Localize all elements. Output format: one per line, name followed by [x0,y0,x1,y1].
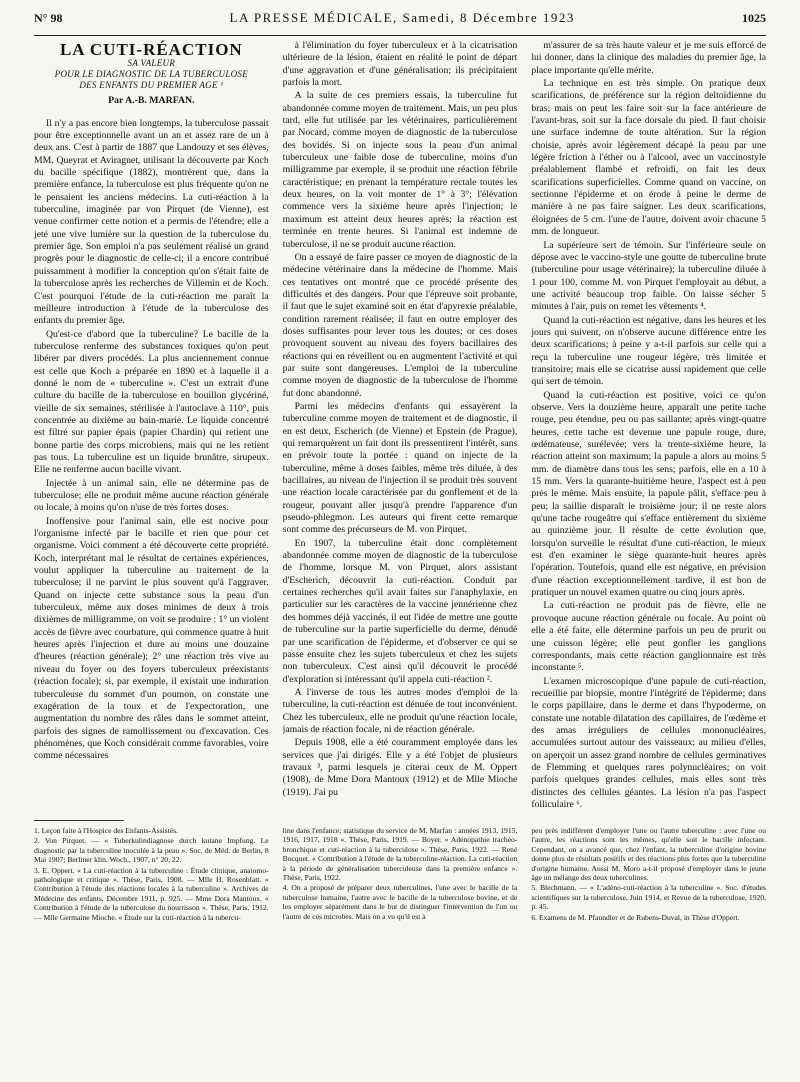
paragraph: L'examen microscopique d'une papule de cuti-réaction, recueillie par biopsie, montre l'intégrité de l'épiderme; dans le corps papillaire, dans le derme et dans l'hypoderme, on constate une notable dilatation des capillaires, de l'œdème et des amas irréguliers de cellules mononucléaires, accumulées surtout autour des vaisseaux; au milieu d'elles, on aperçoit un assez grand nombre de cellules germinatives de Flemming et quelques rares polynucléaires; on voit parfois quelques grandes cellules, mais elles sont très distinctes des cellules géantes. La lésion n'a pas l'aspect folliculaire ⁶. [531,675,767,810]
paragraph: m'assurer de sa très haute valeur et je me suis efforcé de lui donner, dans la clinique des maladies du premier âge, la place importante qu'elle mérite. [531,40,767,76]
paragraph: Depuis 1908, elle a été couramment employée dans les services que j'ai dirigés. Elle y a été l'objet de plusieurs travaux ³, parmi lesquels je citerai ceux de M. Oppert (1908), de Mme Dora Mantoux (1912) et de Mlle Mioche (1919). J'ai pu [282,737,518,798]
page-header [34,10,766,36]
footnote: 3. E. Oppert. « La cuti-réaction à la tuberculine : Étude clinique, anatomo-pathologique et critique ». Thèse, Paris, 1908. — Mlle H. Rosenblatt. « Contribution à l'étude des réactions locales à la tuberculine ». Archives de Médecine des enfants, Décembre 1911, p. 925. — Mme Dora Mantoux. « Contribution à l'étude de la tuberculose du nourrisson ». Thèse, Paris, 1912. — Mlle Germaine Mioche. « Étude sur la cuti-réaction à la tubercu- [34,865,269,922]
paragraph: A l'inverse de tous les autres modes d'emploi de la tuberculine, la cuti-réaction est dénuée de tout inconvénient. Chez les tuberculeux, elle ne produit qu'une réaction locale, jamais de réaction focale, ni de réaction générale. [282,686,518,735]
paragraph: Injectée à un animal sain, elle ne détermine pas de tuberculose; elle ne produit même aucune réaction générale ou locale, à moins qu'on n'use de très fortes doses. [34,477,269,514]
article-heading [34,40,269,108]
paragraph: La technique en est très simple. On pratique deux scarifications, de préférence sur la région deltoïdienne du bras; mais on peut les faire soit sur la face antérieure de l'avant-bras, soit sur la face dorsale du pied. Il faut choisir une surface indemne de toute altération. Sur la région choisie, après avoir légèrement décapé la peau par une légère friction à l'éther ou à l'alcool, avec un vaccinostyle préalablement flambé et refroidi, on fait les deux scarifications superficielles. Comme quand on vaccine, on sectionne l'épiderme et on érode à peine le derme de manière à ne pas faire saigner. Les deux scarifications, éloignées de 5 cm. l'une de l'autre, doivent avoir chacune 5 mm. de longueur. [531,78,767,238]
column-1 [34,40,269,810]
footnote: 4. On a proposé de préparer deux tuberculines, l'une avec le bacille de la tuberculose humaine, l'autre avec le bacille de la tuberculose bovine, et de les employer séparément dans le but de distinguer l'intervention de l'un ou l'autre de ces microbes. Mais on a vu qu'il est à [282,883,518,921]
footnote: peu près indifférent d'employer l'une ou l'autre tuberculine : avec l'une ou l'autre, les réactions sont les mêmes, qu'elle soit le bacille infectant. Cependant, on a avancé que, chez l'enfant, la tuberculine d'origine bovine donne plus de résultats positifs et des réactions plus fortes que la tuberculine d'origine humaine. Aussi M. Moro a-t-il proposé d'employer dans le jeune âge un mélange des deux tuberculines. [531,826,767,883]
paragraph: La supérieure sert de témoin. Sur l'inférieure seule on dépose avec le vaccino-style une goutte de tuberculine brute (tuberculine pour usage vétérinaire); la tuberculine diluée à 1 pour 100, comme M. von Pirquet l'employait au début, a une activité beaucoup trop faible. On laisse sécher 5 minutes à l'air, puis on remet les vêtements ⁴. [531,239,767,313]
footnote: 6. Examens de M. Pfaundler et de Rubens-Duval, in Thèse d'Oppert. [531,912,740,922]
footnote-rule [34,820,124,821]
paragraph: Qu'est-ce d'abord que la tuberculine? Le bacille de la tuberculose renferme des substances toxiques qu'on peut libérer par divers procédés. La plus anciennement connue est celle que Koch a préparée en 1890 et à laquelle il a donné le nom de « tuberculine ». C'est un extrait d'une culture du bacille de la tuberculose en bouillon glycériné, vieille de six semaines, stérilisée à l'autoclave à 110°, puis concentrée au dixième au bain-marie. Le liquide concentré est filtré sur papier épais (papier Chardin) qui retient une bonne partie des corps microbiens, mais qui ne les retient pas tous. La tuberculine est un liquide brunâtre, sirupeux. Elle ne renferme aucun bacille vivant. [34,328,269,476]
footnote-column-1 [34,826,269,1076]
article-body [34,40,766,810]
paragraph: La cuti-réaction ne produit pas de fièvre, elle ne provoque aucune réaction générale ou focale. Au point où elle a été faite, elle détermine parfois un peu de prurit ou une cuisson légère; elle peut gonfler les ganglions correspondants, mais cette réaction ganglionnaire est très inconstante ⁵. [531,600,767,674]
footnote-column-2 [283,826,518,1076]
journal-title: LA PRESSE MÉDICALE, Samedi, 8 Décembre 1923 [229,10,575,25]
page-number: 1025 [741,11,766,25]
footnote-column-3 [531,826,766,1076]
paragraph: Il n'y a pas encore bien longtemps, la tuberculose passait pour être exceptionnelle avant un an et assez rare de un à deux ans. C'est à partir de 1887 que Landouzy et ses élèves, MM. Queyrat et Aviragnet, utilisant la découverte par Koch du bacille spécifique (1882), montrèrent que, dans la première enfance, la tuberculose est plus fréquente qu'on ne le pensaient les anciens médecins. La cuti-réaction à la tuberculine, imaginée par von Pirquet (de Vienne), est venue confirmer cette notion et a permis de l'étendre; elle a jeté une vive lumière sur la question de la tuberculose du premier âge. Son emploi n'a pas seulement réalisé un grand progrès pour le diagnostic de celle-ci; il a encore contribué puissamment à modifier la conception qu'on s'était faite de la tuberculose après les recherches de Villemin et de Koch. C'est pourquoi l'étude de la cuti-réaction me paraît la meilleure introduction à l'étude de la tuberculose des enfants du premier âge. [34,117,269,327]
paragraph: Inoffensive pour l'animal sain, elle est nocive pour l'organisme infecté par le bacille et rien que pour cet organisme. Voici comment a été découverte cette propriété. Koch, interprétant mal le résultat de certaines expériences, voulut appliquer la tuberculine au traitement de la tuberculose; il ne parvint le plus souvent qu'à l'aggraver. Quand on injecte cette substance sous la peau d'un tuberculeux, même aux doses minimes de deux à trois dixièmes de milligramme, on voit se produire : 1° un violent accès de fièvre avec courbature, qui commence quatre à huit heures après l'injection et dure au moins une douzaine d'heures (réaction générale); 2° une réaction très vive au niveau du foyer ou des foyers tuberculeux préexistants (réaction focale); si, par exemple, il existait une induration tuberculeuse du sommet d'un poumon, on constate une exagération de la toux et de l'expectoration, une augmentation du nombre des râles dans le sommet atteint, parfois des signes de ramollissement ou d'excavation. Ces phénomènes, que Koch considérait comme favorables, voire comme nécessaires [34,515,269,762]
issue-number: N° 98 [34,11,63,25]
paragraph: à l'élimination du foyer tuberculeux et à la cicatrisation ultérieure de la lésion, étaient en réalité le point de départ d'une aggravation et d'une généralisation; ils précipitaient parfois la mort. [282,40,518,89]
article-title: LA CUTI-RÉACTION [59,40,243,59]
article-subtitle-3: DES ENFANTS DU PREMIER AGE ¹ [79,80,224,91]
paragraph: Parmi les médecins d'enfants qui essayèrent la tuberculine comme moyen de traitement et de diagnostic, il en est deux, Escherich (de Vienne) et Epstein (de Prague), qui remarquèrent un fait dont ils pressentirent l'intérêt, sans en prévoir toute la portée : quand on injecte de la tuberculine, même à doses faibles, même très diluée, à des bacillaires, au niveau de l'injection il se produit très souvent une réaction locale caractérisée par du gonflement et de la rougeur, pouvant aller jusqu'à prendre l'apparence d'un pseudo-phlegmon. Les auteurs qui firent cette remarque sont comme des précurseurs de M. von Pirquet. [282,400,518,536]
footnotes [34,826,766,1076]
article-subtitle-1: SA VALEUR [127,58,176,69]
article-author: Par A.-B. MARFAN. [108,95,195,107]
paragraph: On a essayé de faire passer ce moyen de diagnostic de la médecine vétérinaire dans la médecine de l'homme. Mais ces tentatives ont montré que ce procédé présente des difficultés et des dangers. Pour que l'épreuve soit probante, il faut que le sujet examiné soit en état d'apyrexie préalable, condition rarement réalisée; il faut en outre employer des doses suffisantes pour lever tous les doutes; or ces doses provoquent souvent au niveau des foyers bacillaires des réactions qui en réveillent ou en augmentent l'activité et qui par suite sont dangereuses. L'emploi de la tuberculine comme moyen de diagnostic de la tuberculose de l'homme fut donc abandonné. [282,251,518,399]
footnote: 1. Leçon faite à l'Hospice des Enfants-Assistés. [34,826,178,835]
column-2 [283,40,518,810]
footnote: line dans l'enfance; statistique du service de M. Marfan : années 1913, 1915, 1916, 1917, 1918 ». Thèse, Paris, 1919. — Boyer. « Adénopathie trachéo-bronchique et cuti-réaction à la tuberculose ». Thèse, Paris, 1922. — René Bocquet. « Contribution à l'étude de la tuberculine-réaction. La cuti-réaction à la période de généralisation tuberculeuse dans la première enfance ». Thèse, Paris, 1922. [282,826,518,883]
paragraph: Quand la cuti-réaction est positive, voici ce qu'on observe. Vers la douzième heure, apparaît une petite tache rouge, peu étendue, peu ou pas saillante; après vingt-quatre heures, cette tache est devenue une papule rouge, dure, œdémateuse, surélevée; vers la trente-sixième heure, la réaction atteint son maximum; la papule a alors au moins 5 mm. de diamètre dans tous les sens; parfois, elle en a 10 à 15 mm. Vers la quarante-huitième heure, l'aspect est à peu près le même. Mais ensuite, la papule pâlit, s'efface peu à peu; la saillie disparaît le troisième jour; il ne reste alors qu'une tache rougeâtre qui s'efface entièrement du sixième au quinzième jour. Il résulte de cette évolution que, lorsqu'on surveille le résultat d'une cuti-réaction, le mieux est d'en examiner le siège quarante-huit heures après l'opération. Toutefois, quand elle est négative, en prévision d'une réaction exceptionnellement tardive, il est bon de pratiquer un nouvel examen quatre ou cinq jours après. [531,389,767,599]
footnote: 2. Von Pirquet. — « Tuberkulindiagnose durch kutane Impfung. Le diagnostic par la tuberculine inoculée à la peau ». Soc. de Méd. de Berlin, 8 Mai 1907; Berliner klin. Woch., 1907, n° 20, 22. [34,836,269,865]
paragraph: En 1907, la tuberculine était donc complètement abandonnée comme moyen de diagnostic de la tuberculose de l'homme, lorsque M. von Pirquet, alors assistant d'Escherich, découvrit la cuti-réaction. Conduit par certaines recherches qu'il avait faites sur l'anaphylaxie, en particulier sur les caractères de la vaccine jennérienne chez des hommes déjà vaccinés, il eut l'idée de mettre une goutte de tuberculine sur la partie superficielle du derme, dénudé par une scarification de l'épiderme, et d'observer ce qui se passe ensuite chez les sujets tuberculeux et chez les sujets non tuberculeux. C'est ainsi qu'il découvrit le procédé d'exploration si intéressant qu'il appela cuti-réaction ². [282,537,518,685]
article-subtitle-2: POUR LE DIAGNOSTIC DE LA TUBERCULOSE [54,69,249,80]
footnote: 5. Blechmann. — « L'adéno-cuti-réaction à la tuberculine ». Soc. d'études scientifiques sur la tuberculose, Juin 1914, et Revue de la tuberculose, 1920, p. 45. [531,883,767,912]
column-3 [531,40,766,810]
paragraph: A la suite de ces premiers essais, la tuberculine fut abandonnée comme moyen de traitement. Mais, un peu plus tard, elle fut utilisée par les vétérinaires, particulièrement par Nocard, comme moyen de diagnostic de la tuberculose des bovidés. Si on injecte sous la peau d'un animal tuberculeux une faible dose de tuberculine, moins d'un milligramme par exemple, il se produit une réaction fébrile caractéristique; en prenant la température rectale toutes les deux heures, on la voit monter de 1° à 3°; l'élévation commence vers la sixième heure après l'injection; le maximum est atteint deux heures après; la réaction est terminée en trente heures. Si l'animal est indemne de tuberculose, il ne se produit aucune réaction. [282,90,518,250]
paragraph: Quand la cuti-réaction est négative, dans les heures et les jours qui suivent, on n'observe aucune différence entre les deux scarifications; à peine y a-t-il parfois sur celle qui a reçu la tuberculine une rougeur légère, très limitée et transitoire; mais elle se cicatrise aussi rapidement que celle qui sert de témoin. [531,314,767,388]
